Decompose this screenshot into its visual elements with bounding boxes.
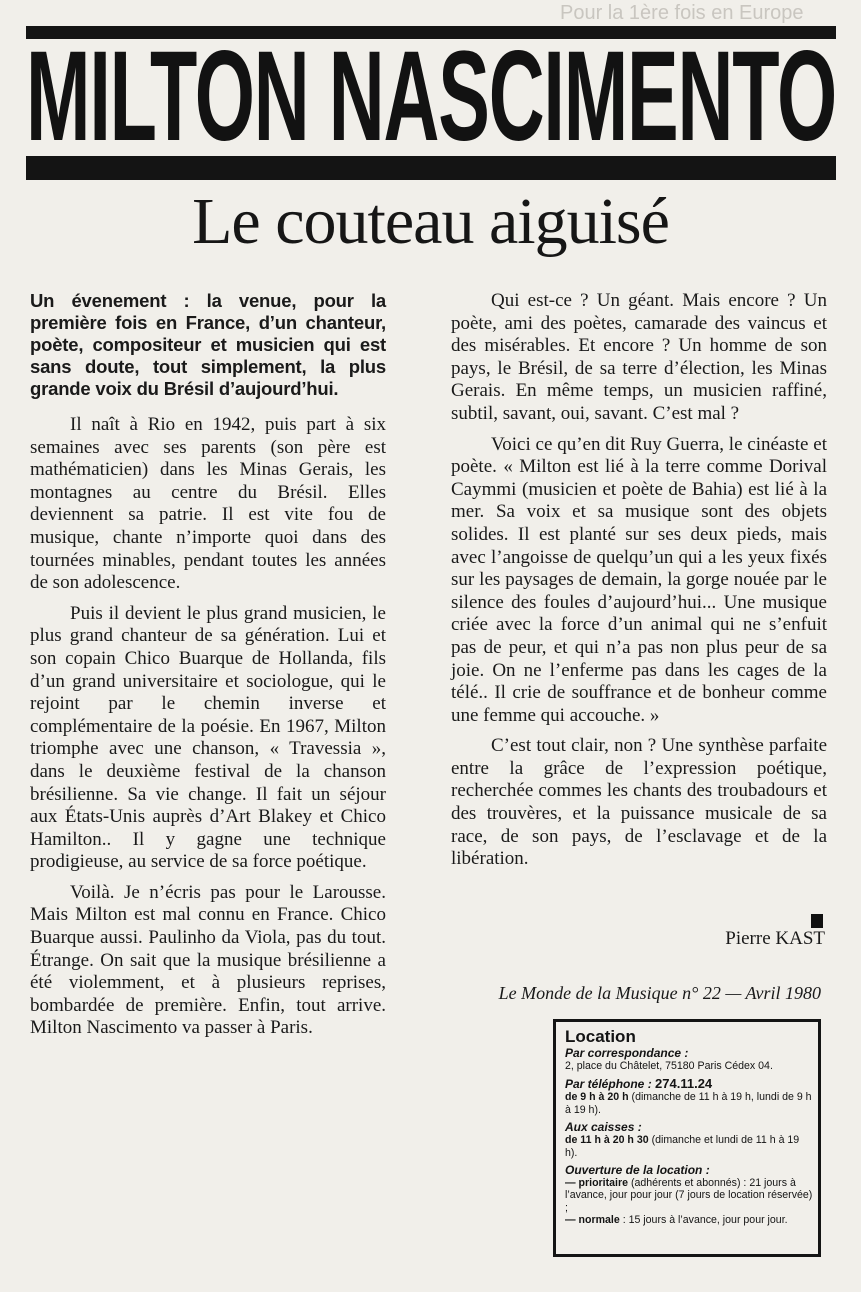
- article-subtitle: Le couteau aiguisé: [192, 185, 669, 258]
- prioritaire-text: [565, 1177, 818, 1214]
- telephone-hours-detail: (dimanche de 11 h à 19 h, lundi de 9 h à 19 h).: [565, 1091, 812, 1116]
- headline-block: [26, 38, 836, 156]
- location-title: Location: [565, 1027, 636, 1046]
- paragraph: Il naît à Rio en 1942, puis part à six semaines avec ses parents (son père est mathématicien) dans les Minas Gerais, les montagnes au centre du Brésil. Elles deviennent sa patrie. Il est vite fou de musique, chante n’importe quoi dans des tournées minables, pendant toutes les années de son adolescence.: [30, 414, 386, 594]
- faded-header-text: Pour la 1ère fois en Europe: [560, 2, 804, 24]
- normale-label: — normale: [565, 1214, 620, 1227]
- correspondance-heading: Par correspondance :: [565, 1046, 689, 1060]
- end-mark: [811, 914, 823, 928]
- location-box: [553, 1019, 821, 1257]
- caisses-hours-main: de 11 h à 20 h 30: [565, 1134, 649, 1147]
- caisses-hours-detail: (dimanche et lundi de 11 h à 19 h).: [565, 1134, 800, 1159]
- article-lead: Un évenement : la venue, pour la première fois en France, d’un chanteur, poète, compositeur et musicien qui est sans doute, tout simplement, la plus grande voix du Brésil d’aujourd’hui.: [30, 290, 386, 399]
- paragraph: C’est tout clair, non ? Une synthèse parfaite entre la grâce de l’expression poétique, recherchée commes les chants des troubadours et des trouvères, et la puissance musicale de sa race, de son pays, de l’esclavage et de la libération.: [451, 735, 827, 870]
- prioritaire-label: — prioritaire: [565, 1177, 628, 1190]
- paragraph: Voilà. Je n’écris pas pour le Larousse. Mais Milton est mal connu en France. Chico Buarque aussi. Paulinho da Viola, pas du tout. Étrange. On sait que la musique brésilienne a été violemment, et à plusieurs reprises, bombardée de première. Enfin, tout arrive. Milton Nascimento va passer à Paris.: [30, 881, 386, 1039]
- normale-text: [565, 1214, 818, 1226]
- ouverture-heading: Ouverture de la location :: [565, 1163, 710, 1178]
- author-signature: Pierre KAST: [725, 928, 825, 949]
- telephone-hours: [565, 1091, 818, 1116]
- telephone-label: Par téléphone :: [565, 1077, 652, 1092]
- caisses-heading: Aux caisses :: [565, 1120, 642, 1135]
- paragraph: Voici ce qu’en dit Ruy Guerra, le cinéaste et poète. « Milton est lié à la terre comme Dorival Caymmi (musicien et poète de Bahia) est lié à la mer. Sa voix et sa musique sont des objets solides. Il est planté sur ses deux pieds, mais avec l’angoisse de quelqu’un qui a les yeux fixés sur les paysages de demain, la gorge nouée par le silence des foules d’aujourd’hui... Une musique criée avec la force d’un animal qui ne s’enfuit pas de peur, et qui n’a pas non plus peur de sa joie. On ne l’enferme pas dans les cages de la télé.. Il crie de souffrance et de bonheur comme une femme qui accouche. »: [451, 433, 827, 726]
- paragraph: Qui est-ce ? Un géant. Mais encore ? Un poète, ami des poètes, camarade des vaincus et des misérables. Et encore ? Un homme de son pays, le Brésil, de sa terre d’élection, les Minas Gerais. En même temps, un musicien raffiné, subtil, savant, oui, savant. C’est mal ?: [451, 290, 827, 424]
- caisses-hours: [565, 1134, 818, 1159]
- bottom-rule: [26, 156, 836, 180]
- prioritaire-detail: (adhérents et abonnés) : 21 jours à l’avance, jour pour jour (7 jours de location réservée) ;: [565, 1177, 813, 1214]
- normale-detail: : 15 jours à l’avance, jour pour jour.: [619, 1214, 788, 1227]
- left-column: [30, 290, 386, 1048]
- paragraph: Puis il devient le plus grand musicien, le plus grand chanteur de sa génération. Lui et son copain Chico Buarque de Hollanda, fils d’un grand universitaire et sociologue, qui le rejoint par le chemin inverse et complémentaire de la poésie. En 1967, Milton triomphe avec une chanson, « Travessia », dans le deuxième festival de la chanson brésilienne. Sa vie change. Il fait un séjour aux États-Unis auprès d’Art Blakey et Chico Hamilton.. Il y gagne une technique prodigieuse, au service de sa force poétique.: [30, 602, 386, 873]
- telephone-hours-main: de 9 h à 20 h: [565, 1091, 629, 1104]
- source-citation: Le Monde de la Musique n° 22 — Avril 1980: [498, 983, 821, 1003]
- headline: MILTON NASCIMENTO: [26, 38, 836, 156]
- correspondance-address: 2, place du Châtelet, 75180 Paris Cédex 04.: [565, 1060, 773, 1072]
- telephone-heading: [565, 1077, 818, 1091]
- telephone-number: 274.11.24: [655, 1076, 713, 1092]
- right-column: [451, 290, 827, 879]
